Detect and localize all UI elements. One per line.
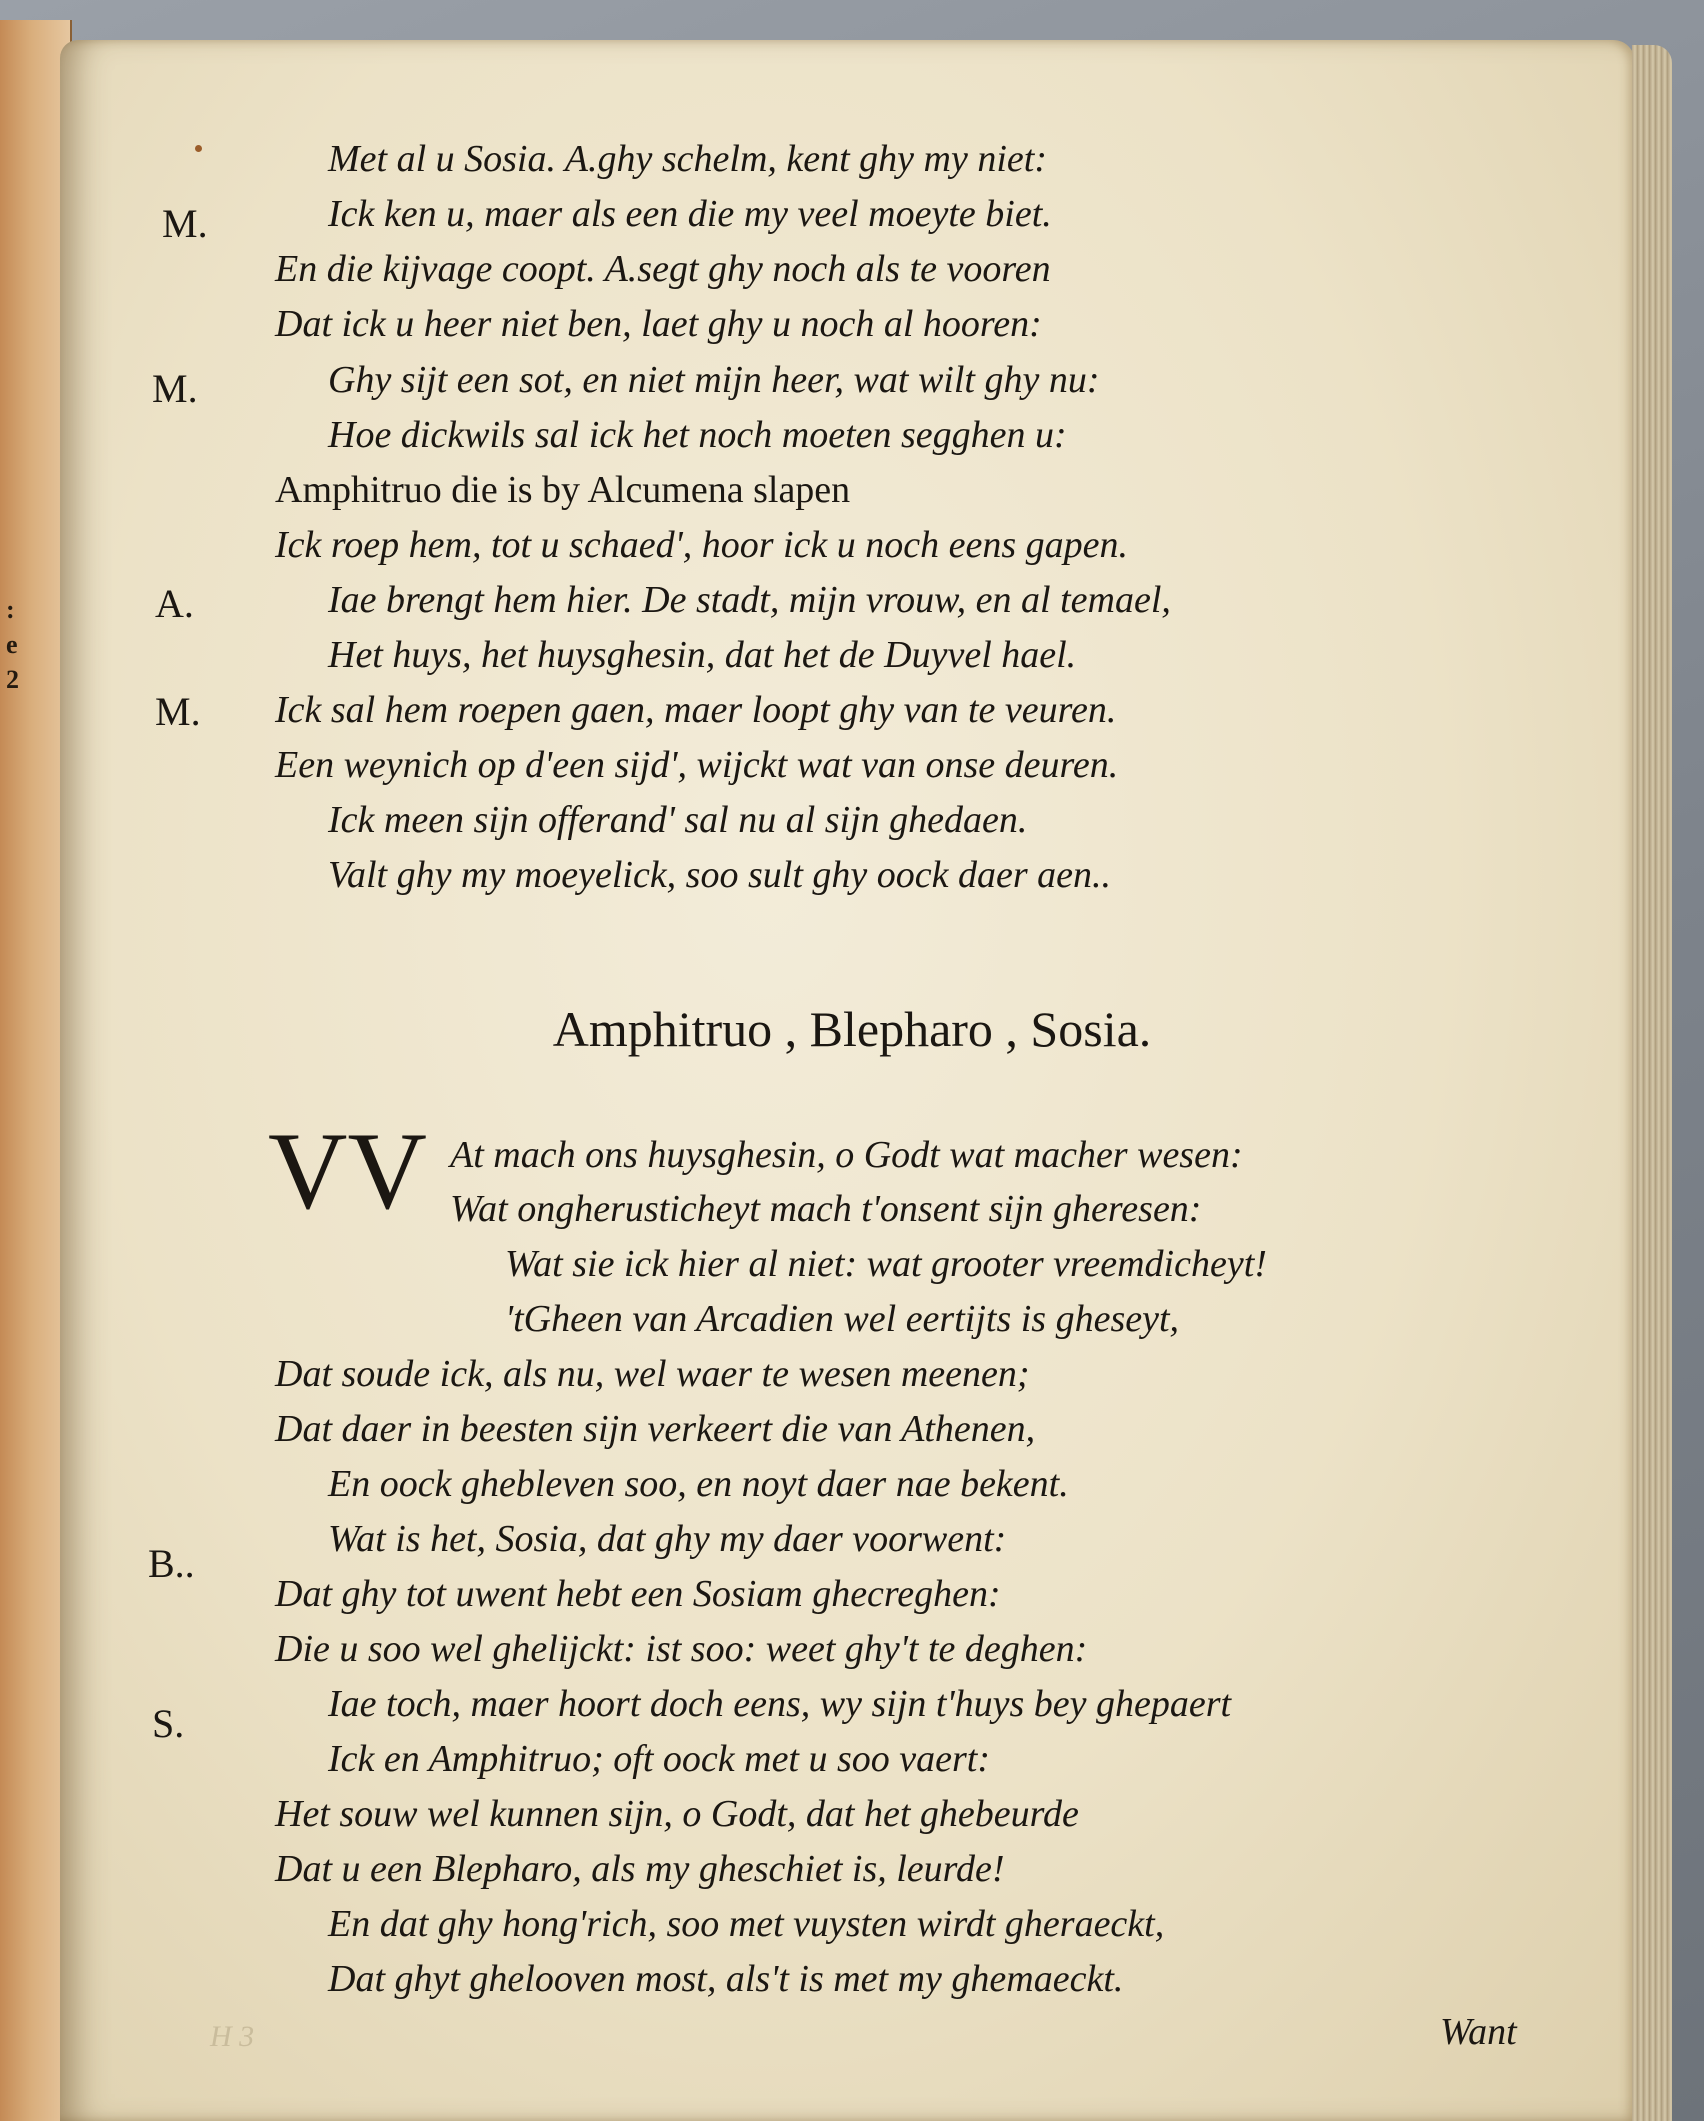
verse-line: Dat ghyt ghelooven most, als't is met my ghemaeckt. — [328, 1958, 1124, 2000]
speaker-label: M. — [155, 689, 201, 734]
verse-line: Wat sie ick hier al niet: wat grooter vreemdicheyt! — [505, 1243, 1267, 1285]
verse-line: At mach ons huysghesin, o Godt wat macher wesen: — [450, 1134, 1243, 1176]
scene-heading: Amphitruo , Blepharo , Sosia. — [552, 1001, 1152, 1057]
verse-line: Hoe dickwils sal ick het noch moeten segghen u: — [328, 414, 1067, 456]
verse-line: Valt ghy my moeyelick, soo sult ghy oock daer aen.. — [328, 854, 1111, 896]
verse-line: Dat ick u heer niet ben, laet ghy u noch al hooren: — [275, 303, 1042, 345]
verse-line: Wat is het, Sosia, dat ghy my daer voorwent: — [328, 1518, 1007, 1560]
speaker-label: M. — [152, 366, 198, 411]
speaker-label: S. — [152, 1701, 185, 1746]
verse-line: En die kijvage coopt. A.segt ghy noch als te vooren — [275, 248, 1051, 290]
verse-line: Het souw wel kunnen sijn, o Godt, dat het ghebeurde — [275, 1793, 1079, 1835]
verse-line: Dat ghy tot uwent hebt een Sosiam ghecreghen: — [275, 1573, 1001, 1615]
verse-line: Ick roep hem, tot u schaed', hoor ick u noch eens gapen. — [275, 524, 1129, 566]
verse-line: Wat ongherusticheyt mach t'onsent sijn gheresen: — [450, 1188, 1202, 1230]
page-stack-edge — [1632, 45, 1672, 2121]
verse-line: Iae brengt hem hier. De stadt, mijn vrouw, en al temael, — [328, 579, 1171, 621]
verse-line: En oock ghebleven soo, en noyt daer nae bekent. — [328, 1463, 1069, 1505]
catchword: Want — [1440, 2011, 1517, 2053]
verse-line: En dat ghy hong'rich, soo met vuysten wirdt gheraeckt, — [328, 1903, 1165, 1945]
speaker-label: M. — [162, 201, 208, 246]
verse-line: Amphitruo die is by Alcumena slapen — [275, 469, 851, 511]
verse-line: Met al u Sosia. A.ghy schelm, kent ghy my niet: — [328, 138, 1047, 180]
verse-line: Die u soo wel ghelijckt: ist soo: weet ghy't te deghen: — [275, 1628, 1088, 1670]
verse-line: Iae toch, maer hoort doch eens, wy sijn t'huys bey ghepaert — [328, 1683, 1232, 1725]
ink-spot — [195, 145, 202, 152]
previous-page-mark: e — [6, 630, 18, 659]
verse-line: Ghy sijt een sot, en niet mijn heer, wat wilt ghy nu: — [328, 359, 1100, 401]
drop-cap: VV — [268, 1110, 427, 1232]
verse-line: Ick en Amphitruo; oft oock met u soo vaert: — [328, 1738, 991, 1780]
signature-mark: H 3 — [210, 2020, 255, 2053]
verse-line: Het huys, het huysghesin, dat het de Duyvel hael. — [328, 634, 1077, 676]
verse-line: Dat daer in beesten sijn verkeert die van Athenen, — [275, 1408, 1036, 1450]
previous-page-mark: : — [6, 595, 15, 624]
speaker-label: A. — [155, 581, 194, 626]
verse-line: Ick meen sijn offerand' sal nu al sijn ghedaen. — [328, 799, 1028, 841]
verse-line: Ick ken u, maer als een die my veel moeyte biet. — [328, 193, 1052, 235]
verse-line: 'tGheen van Arcadien wel eertijts is gheseyt, — [505, 1298, 1180, 1340]
verse-line: Ick sal hem roepen gaen, maer loopt ghy van te veuren. — [275, 689, 1117, 731]
speaker-label: B.. — [148, 1541, 195, 1586]
previous-page-mark: 2 — [6, 665, 19, 694]
verse-line: Dat u een Blepharo, als my gheschiet is, leurde! — [275, 1848, 1005, 1890]
verse-line: Een weynich op d'een sijd', wijckt wat van onse deuren. — [275, 744, 1119, 786]
verse-line: Dat soude ick, als nu, wel waer te wesen meenen; — [275, 1353, 1030, 1395]
